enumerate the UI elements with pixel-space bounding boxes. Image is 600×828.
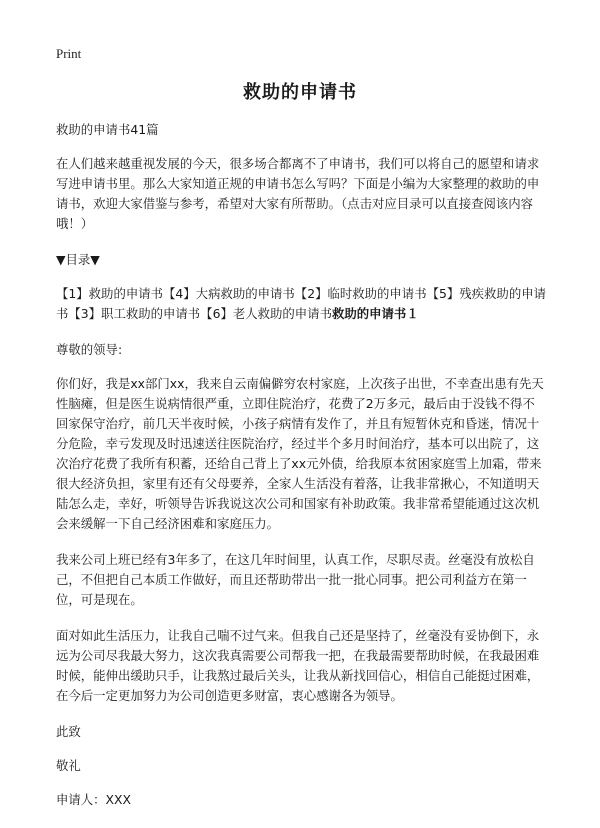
body-paragraph-1: 你们好，我是xx部门xx，我来自云南偏僻穷农村家庭，上次孩子出世，不幸查出患有先天性脑瘫，但是医生说病情很严重，立即住院治疗，花费了2万多元，最后由于没钱不得不回家保守治疗，前几天半夜时候，小孩子病情有发作了，并且有短暂休克和昏迷，情况十分危险，幸亏发现及时迅速送往医院治疗，经过半个多月时间治疗，基本可以出院了，这次治疗花费了我所有积蓄，还给自己背上了xx元外债，给我原本贫困家庭雪上加霜，带来很大经济负担，家里有还有父母要养，全家人生活没有着落，让我非常揪心，不知道明天陆怎么走，幸好，听领导告诉我说这次公司和国家有补助政策。我非常希望能通过这次机会来缓解一下自己经济困难和家庭压力。 <box>56 376 544 531</box>
applicant-signature: 申请人：XXX <box>56 792 132 807</box>
intro-paragraph: 在人们越来越重视发展的今天，很多场合都离不了申请书，我们可以将自己的愿望和请求写进申请书里。那么大家知道正规的申请书怎么写吗？下面是小编为大家整理的救助的申请书，欢迎大家借鉴与参考，希望对大家有所帮助。（点击对应目录可以直接查阅该内容哦！） <box>56 156 540 231</box>
document-subtitle: 救助的申请书41篇 <box>56 122 159 137</box>
toc-links[interactable] <box>56 284 546 324</box>
closing-line-2: 敬礼 <box>56 758 81 773</box>
closing-line-1: 此致 <box>56 724 81 739</box>
salutation: 尊敬的领导: <box>56 342 123 357</box>
document-body <box>56 120 546 824</box>
section-title: 救助的申请书１ <box>331 306 419 321</box>
toc-text[interactable]: 【1】救助的申请书【4】大病救助的申请书【2】临时救助的申请书【5】残疾救助的申请书【3】职工救助的申请书【6】老人救助的申请书 <box>56 286 546 321</box>
body-paragraph-2: 我来公司上班已经有3年多了，在这几年时间里，认真工作，尽职尽责。丝毫没有放松自己，不但把自己本质工作做好，而且还帮助带出一批一批心同事。把公司利益方在第一位，可是现在。 <box>56 552 535 607</box>
toc-heading: ▼目录▼ <box>56 252 100 267</box>
body-paragraph-3: 面对如此生活压力，让我自己喘不过气来。但我自己还是坚持了，丝毫没有妥协倒下，永远为公司尽我最大努力，这次我真需要公司帮我一把，在我最需要帮助时候，在我最困难时候，能伸出缓助只手，让我熬过最后关头，让我从新找回信心，相信自己能挺过困难，在今后一定更加努力为公司创造更多财富，衷心感谢各为领导。 <box>56 628 540 703</box>
document-title: 救助的申请书 <box>243 82 357 103</box>
print-label: Print <box>56 46 82 61</box>
